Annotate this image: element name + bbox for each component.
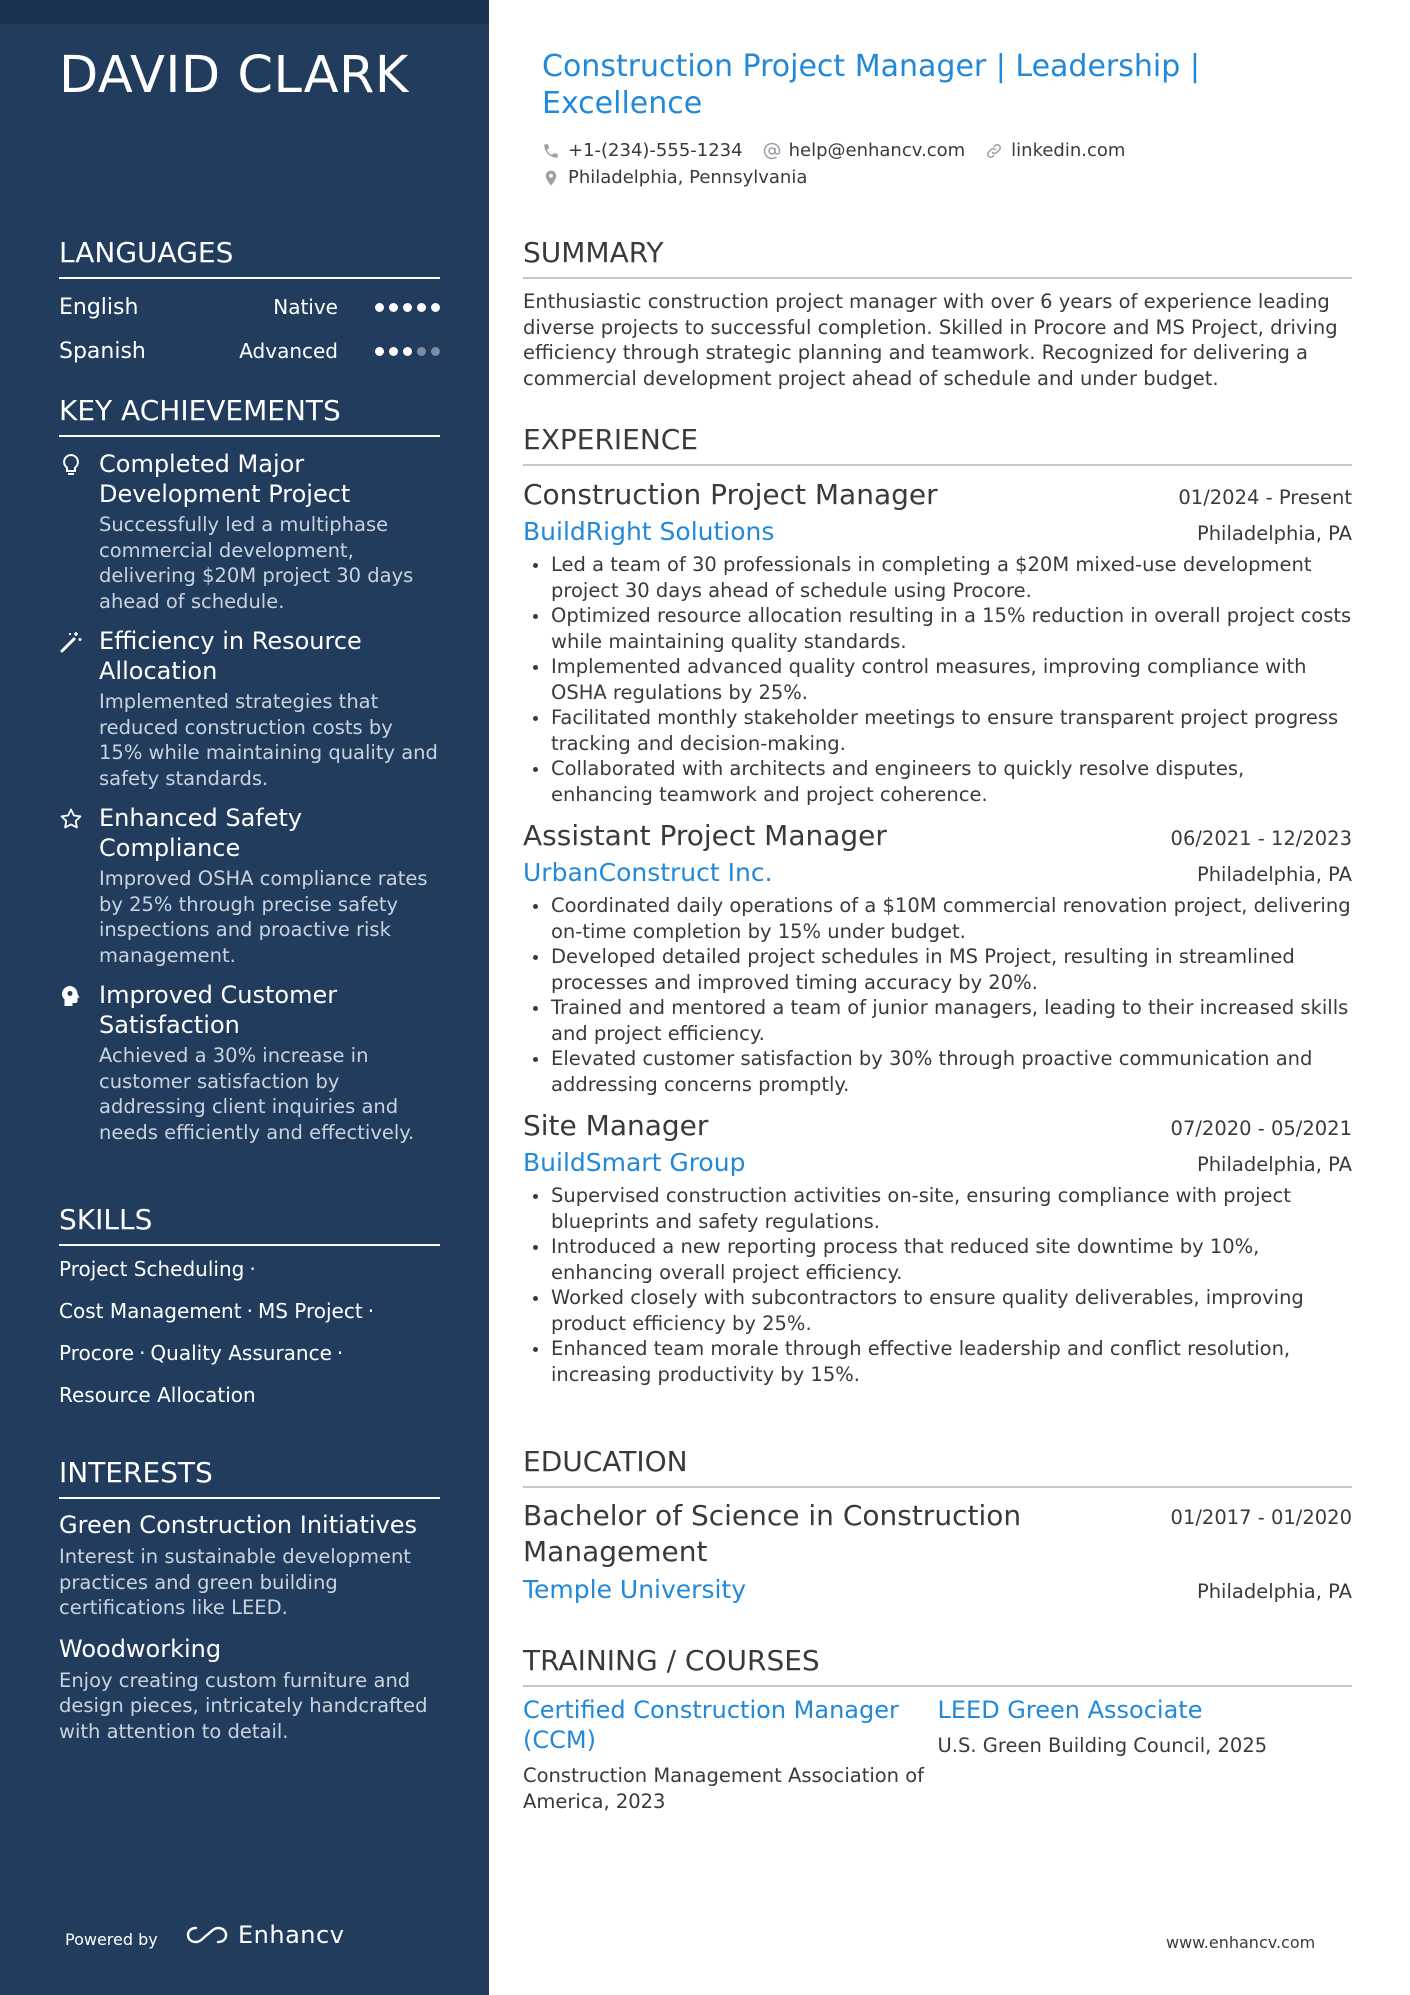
- dot: [417, 303, 426, 312]
- job-location: Philadelphia, PA: [1196, 863, 1352, 886]
- achievement-description: Achieved a 30% increase in customer satisfaction by addressing client inquiries and needs efficiently and effectively.: [99, 1044, 415, 1144]
- dot: [375, 303, 384, 312]
- language-level: Advanced: [239, 339, 338, 363]
- skill-line: Project Scheduling ·: [59, 1257, 256, 1281]
- education-location: Philadelphia, PA: [1196, 1580, 1352, 1603]
- job-bullets: [523, 893, 1352, 1097]
- list-item: Facilitated monthly stakeholder meetings to ensure transparent project progress tracking and decision-making.: [523, 705, 1352, 756]
- magic-wand-icon: [59, 630, 83, 654]
- sidebar-top-bar: [0, 0, 489, 24]
- list-item: Introduced a new reporting process that reduced site downtime by 10%, enhancing overall project efficiency.: [523, 1234, 1352, 1285]
- job-title: Construction Project Manager: [523, 478, 938, 511]
- list-item: Enhanced team morale through effective leadership and conflict resolution, increasing productivity by 15%.: [523, 1336, 1352, 1387]
- list-item: Led a team of 30 professionals in completing a $20M mixed-use development project 30 days ahead of schedule using Procore.: [523, 552, 1352, 603]
- enhancv-logo[interactable]: [184, 1921, 344, 1949]
- job-date: 07/2020 - 05/2021: [1170, 1117, 1352, 1140]
- skill-tag: Project Scheduling: [59, 1257, 245, 1281]
- skills-section: [59, 1203, 440, 1416]
- achievement-item: [59, 980, 440, 1145]
- language-row: [59, 285, 440, 329]
- dot: [403, 347, 412, 356]
- school-name: Temple University: [523, 1575, 747, 1604]
- dot: [389, 303, 398, 312]
- interest-item: [59, 1509, 440, 1621]
- job-entry: [523, 476, 1352, 807]
- course-title: LEED Green Associate: [937, 1696, 1203, 1724]
- dot: [431, 303, 440, 312]
- education-date: 01/2017 - 01/2020: [1170, 1506, 1352, 1529]
- company-name: BuildRight Solutions: [523, 517, 775, 546]
- company-name: UrbanConstruct Inc.: [523, 858, 773, 887]
- achievement-item: [59, 449, 440, 614]
- language-name: English: [59, 294, 139, 320]
- candidate-name: DAVID CLARK: [59, 46, 409, 105]
- achievement-title: Improved Customer Satisfaction: [99, 981, 338, 1039]
- dot: [375, 347, 384, 356]
- list-item: Developed detailed project schedules in MS Project, resulting in streamlined processes and improved timing accuracy by 20%.: [523, 944, 1352, 995]
- skill-tag: MS Project: [257, 1299, 363, 1323]
- training-section: [523, 1644, 1352, 1814]
- achievement-title: Enhanced Safety Compliance: [99, 804, 303, 862]
- location-pin-icon: [542, 169, 560, 187]
- skill-line: Cost Management · MS Project ·: [59, 1299, 375, 1323]
- list-item: Worked closely with subcontractors to ensure quality deliverables, improving product efficiency by 25%.: [523, 1285, 1352, 1336]
- course-item: [523, 1695, 938, 1814]
- email-text: help@enhancv.com: [788, 140, 966, 161]
- course-organization: Construction Management Association of America, 2023: [523, 1764, 925, 1813]
- dot: [417, 347, 426, 356]
- job-bullets: [523, 1183, 1352, 1387]
- list-item: Coordinated daily operations of a $10M commercial renovation project, delivering on-time completion by 15% under budget.: [523, 893, 1352, 944]
- summary-heading: SUMMARY: [523, 236, 1352, 279]
- job-bullets: [523, 552, 1352, 807]
- contact-info: [542, 137, 1342, 191]
- list-item: Collaborated with architects and engineers to quickly resolve disputes, enhancing teamwork and project coherence.: [523, 756, 1352, 807]
- phone-icon: [542, 142, 560, 160]
- skills-heading: SKILLS: [59, 1203, 440, 1246]
- link-icon: [985, 142, 1003, 160]
- degree-title: Bachelor of Science in Construction Management: [523, 1499, 1022, 1568]
- head-idea-icon: [59, 984, 83, 1008]
- interest-title: Woodworking: [59, 1634, 222, 1663]
- interest-title: Green Construction Initiatives: [59, 1511, 418, 1539]
- achievement-title: Efficiency in Resource Allocation: [99, 627, 362, 685]
- skill-line: Procore · Quality Assurance ·: [59, 1341, 344, 1365]
- dot: [431, 347, 440, 356]
- achievement-description: Improved OSHA compliance rates by 25% through precise safety inspections and proactive risk management.: [99, 867, 428, 967]
- job-title: Assistant Project Manager: [523, 819, 887, 852]
- list-item: Optimized resource allocation resulting in a 15% reduction in overall project costs while maintaining quality standards.: [523, 603, 1352, 654]
- achievement-item: [59, 803, 440, 968]
- summary-section: [523, 236, 1352, 391]
- phone-contact[interactable]: [542, 140, 743, 161]
- achievements-heading: KEY ACHIEVEMENTS: [59, 394, 440, 437]
- course-item: [938, 1695, 1353, 1814]
- achievement-description: Successfully led a multiphase commercial development, delivering $20M project 30 days ahead of schedule.: [99, 513, 414, 613]
- skill-tag: Procore: [59, 1341, 135, 1365]
- interest-description: Enjoy creating custom furniture and design pieces, intricately handcrafted with attention to detail.: [59, 1668, 428, 1743]
- sidebar: [0, 0, 489, 1995]
- achievements-section: [59, 394, 440, 1145]
- education-heading: EDUCATION: [523, 1445, 1352, 1488]
- skill-line: [59, 1374, 440, 1416]
- at-icon: [763, 142, 781, 160]
- job-title: Site Manager: [523, 1109, 709, 1142]
- location-text: Philadelphia, Pennsylvania: [568, 167, 808, 188]
- dot: [403, 303, 412, 312]
- proficiency-dots: [370, 303, 440, 312]
- job-entry: [523, 817, 1352, 1097]
- phone-text: +1-(234)-555-1234: [568, 140, 743, 161]
- job-date: 01/2024 - Present: [1178, 486, 1352, 509]
- proficiency-dots: [370, 347, 440, 356]
- education-section: [523, 1445, 1352, 1608]
- interest-item: [59, 1633, 440, 1745]
- job-location: Philadelphia, PA: [1196, 522, 1352, 545]
- languages-section: [59, 236, 440, 373]
- language-level: Native: [273, 295, 338, 319]
- skill-tag: Cost Management: [59, 1299, 242, 1323]
- list-item: Elevated customer satisfaction by 30% through proactive communication and addressing concerns promptly.: [523, 1046, 1352, 1097]
- interest-description: Interest in sustainable development practices and green building certifications like LEED.: [59, 1545, 411, 1619]
- dot: [389, 347, 398, 356]
- summary-text: Enthusiastic construction project manager with over 6 years of experience leading diverse projects to successful completion. Skilled in Procore and MS Project, driving efficiency through strategic planning and teamwork. Recognized for delivering a commercial development project ahead of schedule and under budget.: [523, 290, 1338, 390]
- skill-tag: Resource Allocation: [59, 1383, 256, 1407]
- website-link[interactable]: www.enhancv.com: [1166, 1933, 1316, 1952]
- skill-tag: Quality Assurance: [150, 1341, 332, 1365]
- achievement-description: Implemented strategies that reduced construction costs by 15% while maintaining quality and safety standards.: [99, 690, 438, 790]
- resume-headline: Construction Project Manager | Leadership | Excellence: [542, 49, 1200, 121]
- training-heading: TRAINING / COURSES: [523, 1644, 1352, 1687]
- powered-by-label: Powered by: [65, 1930, 158, 1949]
- achievement-item: [59, 626, 440, 791]
- experience-heading: EXPERIENCE: [523, 423, 1352, 466]
- company-name: BuildSmart Group: [523, 1148, 746, 1177]
- link-contact[interactable]: [985, 140, 1125, 161]
- course-organization: U.S. Green Building Council, 2025: [937, 1734, 1268, 1757]
- experience-section: [523, 423, 1352, 1387]
- email-contact[interactable]: [763, 140, 966, 161]
- interests-heading: INTERESTS: [59, 1456, 440, 1499]
- achievement-title: Completed Major Development Project: [99, 450, 351, 508]
- job-date: 06/2021 - 12/2023: [1170, 827, 1352, 850]
- enhancv-logo-text: Enhancv: [238, 1921, 345, 1949]
- link-text: linkedin.com: [1011, 140, 1126, 161]
- location-contact: [542, 167, 807, 188]
- list-item: Implemented advanced quality control measures, improving compliance with OSHA regulations by 25%.: [523, 654, 1352, 705]
- list-item: Trained and mentored a team of junior managers, leading to their increased skills and project efficiency.: [523, 995, 1352, 1046]
- lightbulb-icon: [59, 453, 83, 477]
- job-location: Philadelphia, PA: [1196, 1153, 1352, 1176]
- language-name: Spanish: [59, 338, 146, 364]
- enhancv-logo-icon: [184, 1923, 230, 1947]
- course-title: Certified Construction Manager (CCM): [523, 1696, 899, 1754]
- interests-section: [59, 1456, 440, 1744]
- list-item: Supervised construction activities on-site, ensuring compliance with project blueprints and safety regulations.: [523, 1183, 1352, 1234]
- languages-heading: LANGUAGES: [59, 236, 440, 279]
- star-icon: [59, 807, 83, 831]
- job-entry: [523, 1107, 1352, 1387]
- language-row: [59, 329, 440, 373]
